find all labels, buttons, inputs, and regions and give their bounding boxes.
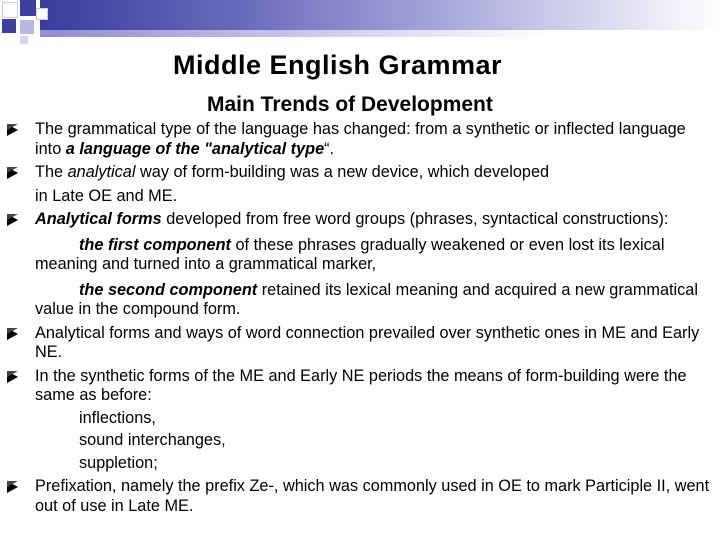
bullet-icon xyxy=(7,328,19,340)
body-text-paragraph: the second component retained its lexical meaning and acquired a new grammatical value in the compound form. xyxy=(35,280,698,318)
decor-square xyxy=(20,0,36,16)
bullet-item: Analytical forms developed from free word groups (phrases, syntactical constructions): xyxy=(0,210,720,230)
header-gradient-stripe xyxy=(40,30,720,37)
bullet-item: The analytical way of form-building was a new device, which developed xyxy=(0,163,720,183)
decor-square xyxy=(2,2,18,18)
slide-subtitle: Main Trends of Development xyxy=(207,93,493,116)
body-text-paragraph: the first component of these phrases gradually weakened or even lost its lexical meaning and turned into a grammatical marker, xyxy=(35,235,665,273)
body-text-line: sound interchanges, xyxy=(79,431,226,449)
bullet-icon xyxy=(7,167,19,179)
decor-square xyxy=(20,36,28,44)
decor-square xyxy=(36,8,48,20)
bullet-icon xyxy=(7,124,19,136)
bullet-icon xyxy=(7,371,19,383)
header-decoration xyxy=(0,0,720,44)
body-text-line: in Late OE and ME. xyxy=(35,186,178,205)
bullet-item: Analytical forms and ways of word connection prevailed over synthetic ones in ME and Early NE. xyxy=(0,324,720,363)
bullet-item: Prefixation, namely the prefix Ze-, which was commonly used in OE to mark Participle II, went out of use in Late ME. xyxy=(0,477,720,516)
bullet-icon xyxy=(7,214,19,226)
bullet-icon xyxy=(7,481,19,493)
decor-square xyxy=(2,19,16,33)
body-text-line: suppletion; xyxy=(79,453,158,472)
decor-square xyxy=(20,20,34,34)
body-text-line: inflections, xyxy=(79,408,156,427)
bullet-item: The grammatical type of the language has changed: from a synthetic or inflected language into a language of the "analytical type“. xyxy=(0,120,720,159)
header-gradient-bar xyxy=(40,0,720,30)
slide-body xyxy=(0,120,720,516)
bullet-item: In the synthetic forms of the ME and Early NE periods the means of form-building were the same as before: xyxy=(0,367,720,406)
